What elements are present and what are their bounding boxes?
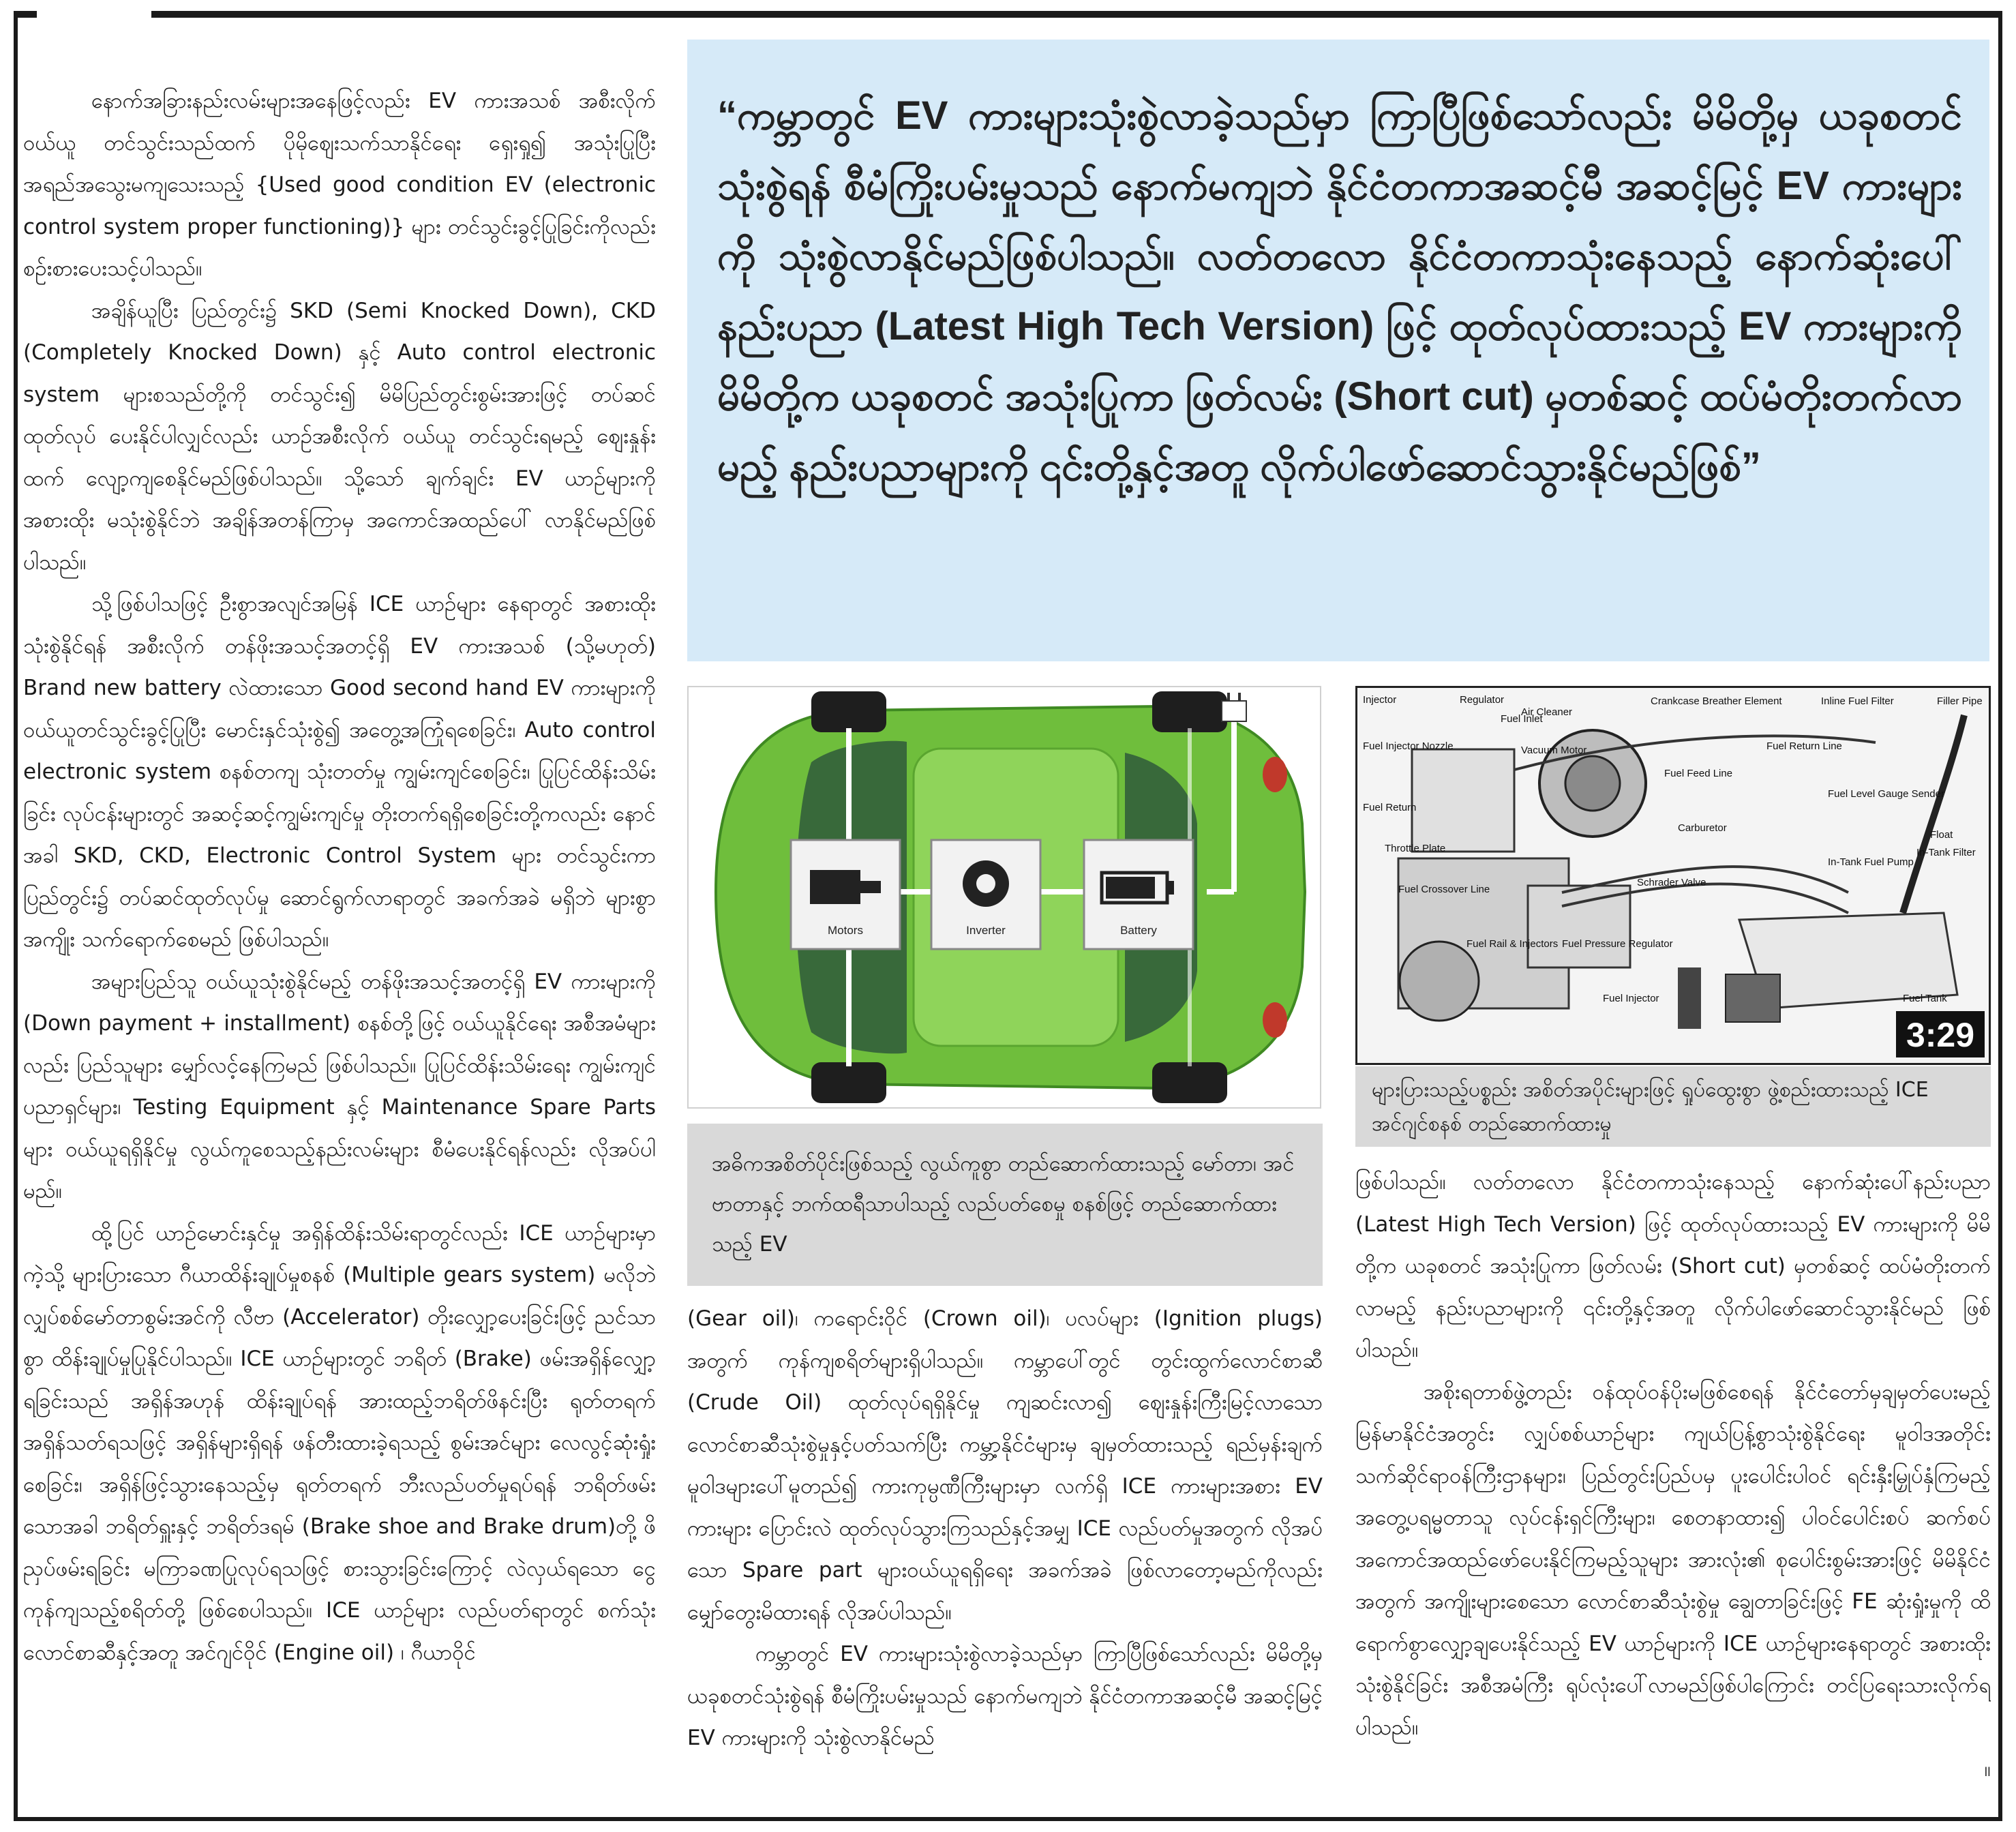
frame-bottom-rule bbox=[14, 1817, 2002, 1821]
pull-quote-text: “ကမ္ဘာတွင် EV ကားများသုံးစွဲလာခဲ့သည်မှာ ကြာပြီဖြစ်သော်လည်း မိမိတို့မှ ယခုစတင်သုံးစွဲရန် စီမံကြိုးပမ်းမှုသည် နောက်မကျဘဲ နိုင်ငံတကာအဆင့်မီ အဆင့်မြင့် EV ကားများကို သုံးစွဲလာနိုင်မည်ဖြစ်ပါသည်။ လတ်တလော နိုင်ငံတကာသုံးနေသည့် နောက်ဆုံးပေါ်နည်းပညာ (Latest High Tech Version) ဖြင့် ထုတ်လုပ်ထားသည့် EV ကားများကို မိမိတို့က ယခုစတင် အသုံးပြုကာ ဖြတ်လမ်း (Short cut) မှတစ်ဆင့် ထပ်မံတိုးတက်လာမည့် နည်းပညာများကို ၎င်းတို့နှင့်အတူ လိုက်ပါဖော်ဆောင်သွားနိုင်မည်ဖြစ်” bbox=[717, 93, 1962, 489]
right-paragraph-1: ဖြစ်ပါသည်။ လတ်တလော နိုင်ငံတကာသုံးနေသည့် နောက်ဆုံးပေါ်နည်းပညာ (Latest High Tech Version) ဖြင့် ထုတ်လုပ်ထားသည့် EV ကားများကို မိမိတို့က ယခုစတင် အသုံးပြုကာ ဖြတ်လမ်း (Short cut) မှတစ်ဆင့် ထပ်မံတိုးတက်လာမည့် နည်းပညာများကို ၎င်းတို့နှင့်အတူ လိုက်ပါဖော်ဆောင်သွားနိုင်မည် ဖြစ်ပါသည်။ bbox=[1355, 1170, 1991, 1362]
part-label-fuel-crossover-line: Fuel Crossover Line bbox=[1398, 884, 1490, 895]
middle-paragraph-1: (Gear oil)၊ ကရောင်းဝိုင် (Crown oil)၊ ပလပ်များ (Ignition plugs) အတွက် ကုန်ကျစရိတ်များရှိပါသည်။ ကမ္ဘာပေါ်တွင် တွင်းထွက်လောင်စာဆီ (Crude Oil) ထုတ်လုပ်ရရှိနိုင်မှု ကျဆင်းလာ၍ ဈေးနှုန်းကြီးမြင့်လာသော လောင်စာဆီသုံးစွဲမှုနှင့်ပတ်သက်ပြီး ကမ္ဘာ့နိုင်ငံများမှ ချမှတ်ထားသည့် ရည်မှန်းချက် မူဝါဒများပေါ်မူတည်၍ ကားကုမ္ပဏီကြီးများမှာ လက်ရှိ ICE ကားများအစား EV ကားများ ပြောင်းလဲ ထုတ်လုပ်သွားကြသည်နှင့်အမျှ ICE လည်ပတ်မှုအတွက် လိုအပ်သော Spare part များဝယ်ယူရရှိရေး အခက်အခဲ ဖြစ်လာတော့မည်ကိုလည်း မျှော်တွေးမိထားရန် လိုအပ်ပါသည်။ bbox=[687, 1306, 1323, 1625]
left-paragraph-5: ထို့ပြင် ယာဉ်မောင်းနှင်မှု အရှိန်ထိန်းသိမ်းရာတွင်လည်း ICE ယာဉ်များမှာကဲ့သို့ များပြားသော ဂီယာထိန်းချုပ်မှုစနစ် (Multiple gears system) မလိုဘဲ လျှပ်စစ်မော်တာစွမ်းအင်ကို လီဗာ (Accelerator) တိုးလျှော့ပေးခြင်းဖြင့် ညင်သာစွာ ထိန်းချုပ်မှုပြုနိုင်ပါသည်။ ICE ယာဉ်များတွင် ဘရိတ် (Brake) ဖမ်းအရှိန်လျှော့ရခြင်းသည် အရှိန်အဟုန် ထိန်းချုပ်ရန် အားထည့်ဘရိတ်ဖိနင်းပြီး ရုတ်တရက် အရှိန်သတ်ရသဖြင့် အရှိန်များရှိရန် ဖန်တီးထားခဲ့ရသည့် စွမ်းအင်များ လေလွင့်ဆုံးရှုံးစေခြင်း၊ အရှိန်ဖြင့်သွားနေသည့်မှ ရုတ်တရက် ဘီးလည်ပတ်မှုရပ်ရန် ဘရိတ်ဖမ်းသောအခါ ဘရိတ်ရှူးနှင့် ဘရိတ်ဒရမ် (Brake shoe and Brake drum)တို့ ဖိညှပ်ဖမ်းရခြင်း မကြာခဏပြုလုပ်ရသဖြင့် စားသွားခြင်းကြောင့် လဲလှယ်ရသော ငွေကုန်ကျသည့်စရိတ်တို့ ဖြစ်စေပါသည်။ ICE ယာဉ်များ လည်ပတ်ရာတွင် စက်သုံးလောင်စာဆီနှင့်အတူ အင်ဂျင်ဝိုင် (Engine oil) ၊ ဂီယာဝိုင် bbox=[23, 1220, 656, 1665]
battery-box bbox=[1084, 840, 1193, 949]
ice-figure-caption: များပြားသည့်ပစ္စည်း အစိတ်အပိုင်းများဖြင့် ရှုပ်ထွေးစွာ ဖွဲ့စည်းထားသည့် ICE အင်ဂျင်စနစ် တည်ဆောက်ထားမှု bbox=[1355, 1066, 1991, 1147]
part-label-float: Float bbox=[1930, 829, 1953, 841]
part-label-filler-pipe: Filler Pipe bbox=[1937, 695, 1983, 707]
frame-top-rule bbox=[151, 11, 2002, 18]
part-label-injector: Injector bbox=[1363, 694, 1397, 706]
timestamp-badge: 3:29 bbox=[1906, 1016, 1975, 1054]
part-label-fuel-injector-nozzle: Fuel Injector Nozzle bbox=[1363, 740, 1454, 752]
frame-right-rule bbox=[1998, 11, 2002, 1821]
battery-label: Battery bbox=[1120, 924, 1157, 937]
part-label-fuel-return-line: Fuel Return Line bbox=[1766, 740, 1842, 752]
inverter-box bbox=[931, 840, 1040, 949]
part-label-fuel-return: Fuel Return bbox=[1363, 802, 1417, 813]
part-label-carburetor: Carburetor bbox=[1678, 822, 1727, 834]
left-paragraph-3: သို့ဖြစ်ပါသဖြင့် ဦးစွာအလျင်အမြန် ICE ယာဉ်များ နေရာတွင် အစားထိုး သုံးစွဲနိုင်ရန် အစီးလိုက် တန်ဖိုးအသင့်အတင့်ရှိ EV ကားအသစ် (သို့မဟုတ်) Brand new battery လဲထားသော Good second hand EV ကားများကို ဝယ်ယူတင်သွင်းခွင့်ပြုပြီး မောင်းနှင်သုံးစွဲ၍ အတွေ့အကြုံရစေခြင်း၊ Auto control electronic system စနစ်တကျ သုံးတတ်မှု ကျွမ်းကျင်စေခြင်း၊ ပြုပြင်ထိန်းသိမ်းခြင်း လုပ်ငန်းများတွင် အဆင့်ဆင့်ကျွမ်းကျင်မှု တိုးတက်ရရှိစေခြင်းတို့ကလည်း နောင်အခါ SKD, CKD, Electronic Control System များ တင်သွင်းကာ ပြည်တွင်း၌ တပ်ဆင်ထုတ်လုပ်မှု ဆောင်ရွက်လာရာတွင် အခက်အခဲ မရှိဘဲ များစွာအကျိုး သက်ရောက်စေမည် ဖြစ်ပါသည်။ bbox=[23, 592, 656, 952]
part-label-fuel-injector: Fuel Injector bbox=[1603, 993, 1659, 1004]
ice-engine-illustration bbox=[1357, 688, 1989, 1063]
middle-column bbox=[687, 1298, 1323, 1816]
motors-label: Motors bbox=[828, 924, 863, 937]
right-paragraph-2: အစိုးရတာစ်ဖွဲ့တည်း ဝန်ထုပ်ဝန်ပိုးမဖြစ်စေရန် နိုင်ငံတော်မှချမှတ်ပေးမည့် မြန်မာနိုင်ငံအတွင်း လျှပ်စစ်ယာဉ်များ ကျယ်ပြန့်စွာသုံးစွဲနိုင်ရေး မူဝါဒအတိုင်း သက်ဆိုင်ရာဝန်ကြီးဌာနများ၊ ပြည်တွင်းပြည်ပမှ ပူးပေါင်းပါဝင် ရင်းနှီးမြှုပ်နှံကြမည့် အတွေ့ပရမ္မတာသူ လုပ်ငန်းရှင်ကြီးများ၊ စေတနာထား၍ ပါဝင်ပေါင်းစပ် ဆက်စပ်အကောင်အထည်ဖော်ပေးနိုင်ကြမည့်သူများ အားလုံး၏ စုပေါင်းစွမ်းအားဖြင့် မိမိနိုင်ငံအတွက် အကျိုးများစေသော လောင်စာဆီသုံးစွဲမှု ချွေတာခြင်းဖြင့် FE ဆုံးရှုံးမှုကို ထိရောက်စွာလျှော့ချပေးနိုင်သည့် EV ယာဉ်များကို ICE ယာဉ်များနေရာတွင် အစားထိုး သုံးစွဲနိုင်ခြင်း အစီအမံကြီး ရုပ်လုံးပေါ်လာမည်ဖြစ်ပါကြောင်း တင်ပြရေးသားလိုက်ရပါသည်။ bbox=[1355, 1379, 1991, 1740]
frame-left-rule bbox=[14, 11, 18, 1821]
part-label-throttle-plate: Throttle Plate bbox=[1385, 843, 1446, 854]
inverter-label: Inverter bbox=[966, 924, 1006, 937]
part-label-regulator: Regulator bbox=[1460, 694, 1505, 706]
part-label-in-tank-fuel-pump: In-Tank Fuel Pump bbox=[1828, 856, 1914, 868]
pull-quote-box bbox=[687, 40, 1989, 661]
part-label-vacuum-motor: Vacuum Motor bbox=[1521, 745, 1587, 756]
part-label-inline-fuel-filter: Inline Fuel Filter bbox=[1821, 695, 1894, 707]
part-label-fuel-rail-injectors: Fuel Rail & Injectors bbox=[1466, 938, 1559, 950]
article-end-mark: ။ bbox=[1984, 1757, 1991, 1782]
left-paragraph-1: နောက်အခြားနည်းလမ်းများအနေဖြင့်လည်း EV ကားအသစ် အစီးလိုက်ဝယ်ယူ တင်သွင်းသည်ထက် ပိုမိုဈေးသက်သာနိုင်ရေး ရှေးရှု၍ အသုံးပြုပြီး အရည်အသွေးမကျသေးသည့် {Used good condition EV (electronic control system proper functioning)} များ တင်သွင်းခွင့်ပြုခြင်းကိုလည်း စဉ်းစားပေးသင့်ပါသည်။ bbox=[23, 89, 656, 281]
ice-engine-figure bbox=[1355, 686, 1991, 1065]
motors-box bbox=[791, 840, 900, 949]
left-paragraph-2: အချိန်ယူပြီး ပြည်တွင်း၌ SKD (Semi Knocked Down), CKD (Completely Knocked Down) နှင့် Auto control electronic system များစသည်တို့ကို တင်သွင်း၍ မိမိပြည်တွင်းစွမ်းအားဖြင့် တပ်ဆင်ထုတ်လုပ် ပေးနိုင်ပါလျှင်လည်း ယာဉ်အစီးလိုက် ဝယ်ယူ တင်သွင်းရမည့် ဈေးနှုန်းထက် လျော့ကျစေနိုင်မည်ဖြစ်ပါသည်။ သို့သော် ချက်ချင်း EV ယာဉ်များကို အစားထိုး မသုံးစွဲနိုင်ဘဲ အချိန်အတန်ကြာမှ အကောင်အထည်ပေါ် လာနိုင်မည်ဖြစ်ပါသည်။ bbox=[23, 298, 656, 575]
part-label-fuel-feed-line: Fuel Feed Line bbox=[1664, 768, 1733, 779]
left-column bbox=[23, 80, 656, 1812]
right-column bbox=[1355, 1162, 1991, 1816]
middle-paragraph-2: ကမ္ဘာတွင် EV ကားများသုံးစွဲလာခဲ့သည်မှာ ကြာပြီဖြစ်သော်လည်း မိမိတို့မှ ယခုစတင်သုံးစွဲရန် စီမံကြိုးပမ်းမှုသည် နောက်မကျဘဲ နိုင်ငံတကာအဆင့်မီ အဆင့်မြင့် EV ကားများကို သုံးစွဲလာနိုင်မည် bbox=[687, 1642, 1323, 1750]
part-label-fuel-tank: Fuel Tank bbox=[1903, 993, 1947, 1004]
ev-figure-caption: အဓိကအစိတ်ပိုင်းဖြစ်သည့် လွယ်ကူစွာ တည်ဆောက်ထားသည့် မော်တာ၊ အင်ဗာတာနှင့် ဘက်ထရီသာပါသည့် လည်ပတ်စေမှု စနစ်ဖြင့် တည်ဆောက်ထားသည့် EV bbox=[687, 1124, 1323, 1286]
ev-diagram-figure bbox=[687, 686, 1321, 1109]
part-label-fuel-inlet: Fuel Inlet bbox=[1501, 713, 1543, 725]
part-label-air-cleaner: Air Cleaner bbox=[1521, 706, 1573, 718]
part-label-fuel-pressure-regulator: Fuel Pressure Regulator bbox=[1562, 938, 1673, 950]
part-label-in-tank-filter: In-Tank Filter bbox=[1916, 847, 1976, 858]
part-label-schrader-valve: Schrader Valve bbox=[1637, 877, 1706, 888]
ev-diagram-illustration bbox=[689, 687, 1320, 1107]
left-paragraph-4: အများပြည်သူ ဝယ်ယူသုံးစွဲနိုင်မည့် တန်ဖိုးအသင့်အတင့်ရှိ EV ကားများကို (Down payment + installment) စနစ်တို့ဖြင့် ဝယ်ယူနိုင်ရေး အစီအမံများလည်း ပြည်သူများ မျှော်လင့်နေကြမည် ဖြစ်ပါသည်။ ပြုပြင်ထိန်းသိမ်းရေး ကျွမ်းကျင်ပညာရှင်များ၊ Testing Equipment နှင့် Maintenance Spare Parts များ ဝယ်ယူရရှိနိုင်မှု လွယ်ကူစေသည့်နည်းလမ်းများ စီမံပေးနိုင်ရန်လည်း လိုအပ်ပါမည်။ bbox=[23, 969, 656, 1203]
part-label-fuel-level-gauge: Fuel Level Gauge Sender bbox=[1828, 788, 1944, 800]
part-label-crankcase-breather: Crankcase Breather Element bbox=[1651, 695, 1782, 707]
